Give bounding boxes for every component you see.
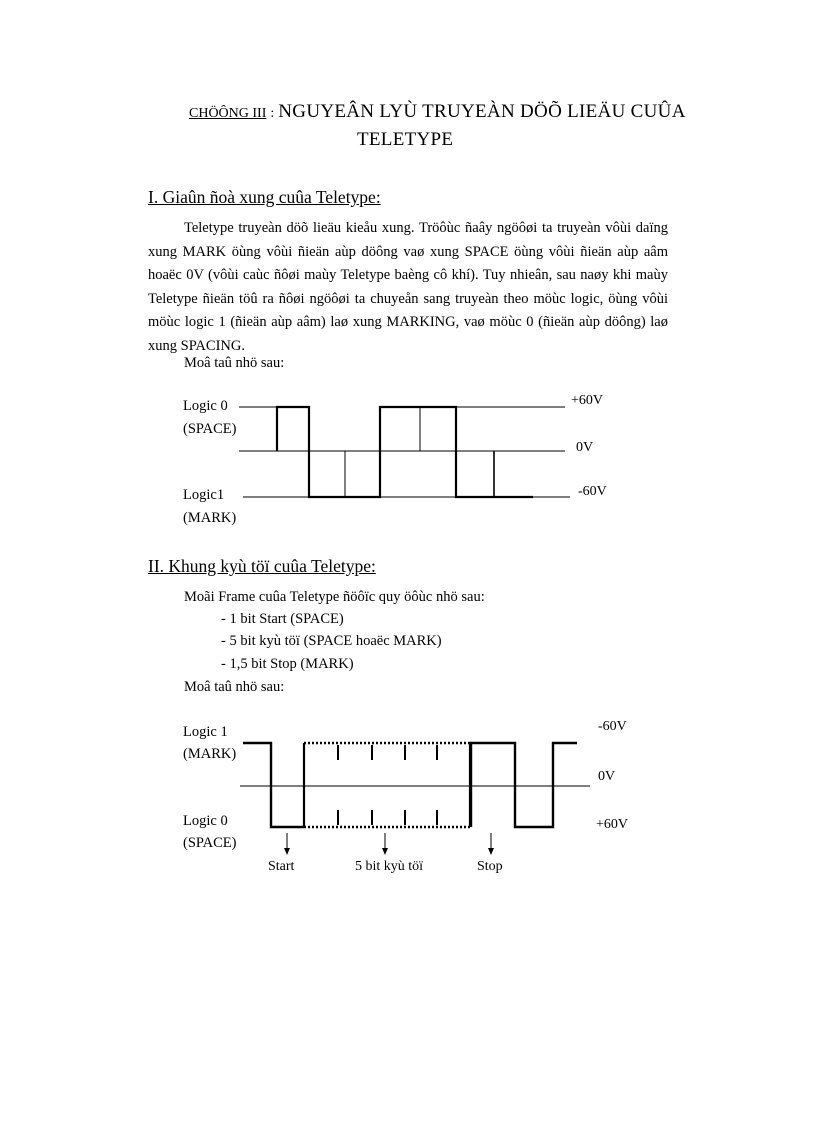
d2-arrow-bits-label: 5 bit kyù töï: [355, 859, 424, 874]
section-2-caption: Moâ taû nhö sau:: [184, 679, 285, 695]
d2-arrow-heads: [284, 848, 494, 855]
chapter-label: CHÖÔNG III: [189, 106, 267, 121]
d2-space-label: (SPACE): [183, 835, 237, 851]
d2-level-mid: 0V: [598, 769, 616, 784]
d2-arrowhead-bits: [382, 848, 388, 855]
chapter-separator: :: [270, 106, 275, 121]
d1-level-bottom: -60V: [578, 484, 607, 499]
d2-level-bottom: +60V: [596, 817, 629, 832]
d1-logic1-label: Logic1: [183, 487, 225, 503]
d1-level-mid: 0V: [576, 440, 594, 455]
section-1-text: Teletype truyeàn döõ lieäu kieåu xung. Tröôùc ñaây ngöôøi ta truyeàn vôùi daïng xung MARK öùng vôùi ñieän aùp döông vaø xung SPACE öùng vôùi ñieän aùp aâm hoaëc 0V (vôùi caùc ñôøi maùy Teletype baèng cô khí). Tuy nhieân, sau naøy khi maùy Teletype ñieän töû ra ñôøi ngöôøi ta chuyeån sang truyeàn theo möùc logic, öùng vôùi möùc logic 1 (ñieän aùp aâm) laø xung MARKING, vaø möùc 0 (ñieän aùp döông) laø xung SPACING.: [148, 220, 668, 354]
section-2-heading: II. Khung kyù töï cuûa Teletype:: [148, 556, 376, 576]
frame-item-data: - 5 bit kyù töï (SPACE hoaëc MARK): [221, 633, 442, 649]
d1-mark-label: (MARK): [183, 510, 237, 526]
d2-level-top: -60V: [598, 719, 627, 734]
frame-item-stop: - 1,5 bit Stop (MARK): [221, 656, 354, 672]
frame-item-start: - 1 bit Start (SPACE): [221, 611, 344, 627]
section-1-caption: Moâ taû nhö sau:: [184, 355, 285, 371]
d2-signal: [243, 743, 304, 827]
d2-arrow-start-label: Start: [268, 859, 295, 874]
d2-arrowhead-start: [284, 848, 290, 855]
d1-logic0-label: Logic 0: [183, 398, 228, 414]
section-2-intro: Moãi Frame cuûa Teletype ñöôïc quy öôùc nhö sau:: [184, 589, 485, 605]
d2-logic0-label: Logic 0: [183, 813, 228, 829]
d2-arrow-stop-label: Stop: [477, 859, 503, 874]
title-line-1: NGUYEÂN LYÙ TRUYEÀN DÖÕ LIEÄU CUÛA: [278, 101, 686, 122]
d1-level-top: +60V: [571, 393, 604, 408]
title-line-2: TELETYPE: [357, 129, 454, 150]
d2-mark-label: (MARK): [183, 746, 237, 762]
section-1-heading: I. Giaûn ñoà xung cuûa Teletype:: [148, 187, 381, 207]
diagram-2: [240, 743, 590, 850]
d2-logic1-label: Logic 1: [183, 724, 228, 740]
d2-signal-stop: [471, 743, 577, 827]
d2-arrowhead-stop: [488, 848, 494, 855]
diagram-1: [239, 407, 570, 497]
d1-space-label: (SPACE): [183, 421, 237, 437]
